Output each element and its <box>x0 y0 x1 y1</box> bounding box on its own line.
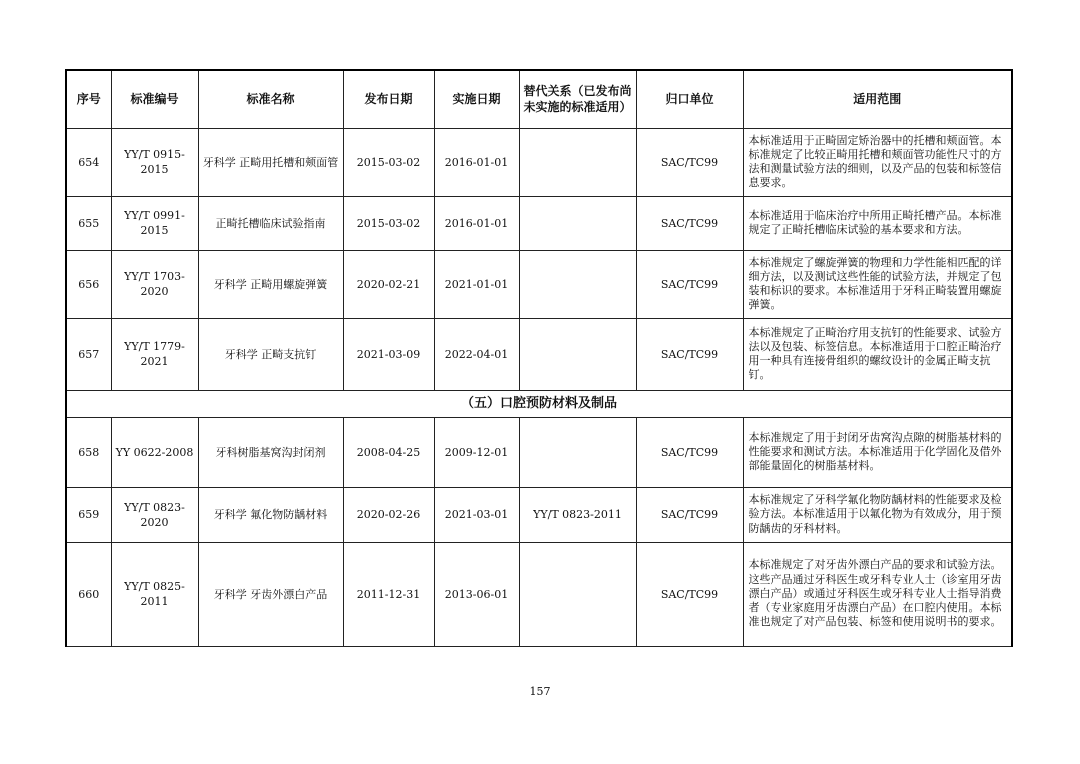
table-row <box>66 318 1012 390</box>
table-row <box>66 250 1012 318</box>
standards-table <box>65 69 1013 647</box>
cell-no: 658 <box>66 417 111 487</box>
cell-name: 牙科学 氟化物防龋材料 <box>198 487 343 542</box>
page-number: 157 <box>529 685 551 698</box>
header-code: 标准编号 <box>111 70 198 128</box>
cell-scope: 本标准规定了螺旋弹簧的物理和力学性能相匹配的详细方法，以及测试这些性能的试验方法，并规定了包装和标识的要求。本标准适用于牙科正畸装置用螺旋弹簧。 <box>743 250 1012 318</box>
cell-replace <box>519 318 636 390</box>
header-no: 序号 <box>66 70 111 128</box>
cell-no: 655 <box>66 196 111 250</box>
cell-name: 牙科学 牙齿外漂白产品 <box>198 542 343 646</box>
cell-no: 660 <box>66 542 111 646</box>
cell-unit: SAC/TC99 <box>636 128 743 196</box>
header-effective-date: 实施日期 <box>434 70 519 128</box>
table-row <box>66 128 1012 196</box>
cell-replace <box>519 250 636 318</box>
cell-code: YY/T 0823-2020 <box>111 487 198 542</box>
cell-publish: 2021-03-09 <box>343 318 434 390</box>
table-header-row <box>66 70 1012 128</box>
cell-code: YY/T 1779-2021 <box>111 318 198 390</box>
cell-publish: 2015-03-02 <box>343 128 434 196</box>
cell-code: YY/T 0915-2015 <box>111 128 198 196</box>
cell-effective: 2009-12-01 <box>434 417 519 487</box>
cell-name: 牙科学 正畸用螺旋弹簧 <box>198 250 343 318</box>
cell-name: 牙科学 正畸支抗钉 <box>198 318 343 390</box>
cell-replace <box>519 196 636 250</box>
table-row <box>66 196 1012 250</box>
cell-effective: 2022-04-01 <box>434 318 519 390</box>
cell-effective: 2021-03-01 <box>434 487 519 542</box>
cell-scope: 本标准规定了牙科学氟化物防龋材料的性能要求及检验方法。本标准适用于以氟化物为有效成分，用于预防龋齿的牙科材料。 <box>743 487 1012 542</box>
section-title: （五）口腔预防材料及制品 <box>66 390 1012 417</box>
cell-scope: 本标准适用于正畸固定矫治器中的托槽和颊面管。本标准规定了比较正畸用托槽和颊面管功能性尺寸的方法和测量试验方法的细则，以及产品的包装和标签信息要求。 <box>743 128 1012 196</box>
header-unit: 归口单位 <box>636 70 743 128</box>
cell-no: 654 <box>66 128 111 196</box>
cell-effective: 2016-01-01 <box>434 196 519 250</box>
cell-name: 正畸托槽临床试验指南 <box>198 196 343 250</box>
cell-unit: SAC/TC99 <box>636 542 743 646</box>
table-row <box>66 417 1012 487</box>
cell-publish: 2008-04-25 <box>343 417 434 487</box>
table-row <box>66 542 1012 646</box>
cell-unit: SAC/TC99 <box>636 196 743 250</box>
cell-unit: SAC/TC99 <box>636 250 743 318</box>
header-publish-date: 发布日期 <box>343 70 434 128</box>
cell-no: 657 <box>66 318 111 390</box>
cell-unit: SAC/TC99 <box>636 318 743 390</box>
cell-no: 656 <box>66 250 111 318</box>
cell-effective: 2021-01-01 <box>434 250 519 318</box>
section-row <box>66 390 1012 417</box>
cell-publish: 2011-12-31 <box>343 542 434 646</box>
cell-code: YY/T 0991-2015 <box>111 196 198 250</box>
cell-scope: 本标准规定了正畸治疗用支抗钉的性能要求、试验方法以及包装、标签信息。本标准适用于口腔正畸治疗用一种具有连接骨组织的螺纹设计的金属正畸支抗钉。 <box>743 318 1012 390</box>
header-replacement: 替代关系（已发布尚未实施的标准适用） <box>519 70 636 128</box>
table-row <box>66 487 1012 542</box>
cell-publish: 2020-02-21 <box>343 250 434 318</box>
cell-replace <box>519 417 636 487</box>
cell-publish: 2015-03-02 <box>343 196 434 250</box>
cell-no: 659 <box>66 487 111 542</box>
header-scope: 适用范围 <box>743 70 1012 128</box>
cell-unit: SAC/TC99 <box>636 417 743 487</box>
header-name: 标准名称 <box>198 70 343 128</box>
cell-name: 牙科学 正畸用托槽和颊面管 <box>198 128 343 196</box>
cell-effective: 2016-01-01 <box>434 128 519 196</box>
cell-unit: SAC/TC99 <box>636 487 743 542</box>
cell-replace <box>519 128 636 196</box>
cell-code: YY/T 1703-2020 <box>111 250 198 318</box>
cell-replace: YY/T 0823-2011 <box>519 487 636 542</box>
cell-replace <box>519 542 636 646</box>
cell-effective: 2013-06-01 <box>434 542 519 646</box>
cell-scope: 本标准适用于临床治疗中所用正畸托槽产品。本标准规定了正畸托槽临床试验的基本要求和方法。 <box>743 196 1012 250</box>
cell-publish: 2020-02-26 <box>343 487 434 542</box>
cell-scope: 本标准规定了用于封闭牙齿窝沟点隙的树脂基材料的性能要求和测试方法。本标准适用于化学固化及借外部能量固化的树脂基材料。 <box>743 417 1012 487</box>
cell-name: 牙科树脂基窝沟封闭剂 <box>198 417 343 487</box>
cell-scope: 本标准规定了对牙齿外漂白产品的要求和试验方法。这些产品通过牙科医生或牙科专业人士（诊室用牙齿漂白产品）或通过牙科医生或牙科专业人士指导消费者（专业家庭用牙齿漂白产品）在口腔内使用。本标准也规定了对产品包装、标签和使用说明书的要求。 <box>743 542 1012 646</box>
cell-code: YY 0622-2008 <box>111 417 198 487</box>
cell-code: YY/T 0825-2011 <box>111 542 198 646</box>
